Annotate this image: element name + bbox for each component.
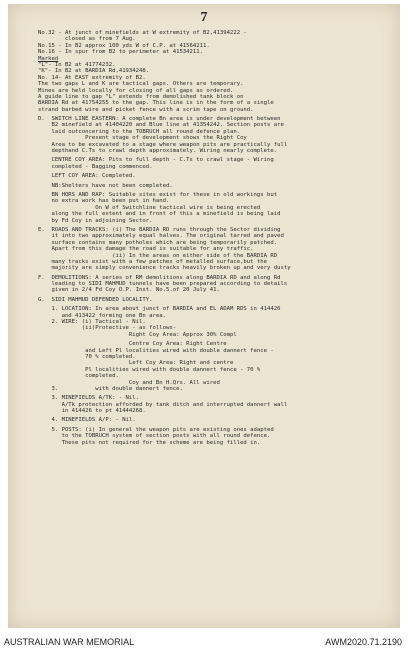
document-line: it into two approximately equal halves. The original tarred and paved (38, 233, 284, 240)
document-line: "K"- In B2 at BARDIA Rd,41934248. (38, 68, 150, 75)
document-line: completed. (38, 373, 119, 380)
document-line: Centre Coy Area: Right Centre (38, 341, 227, 348)
document-line: Marked (38, 55, 59, 62)
document-line: and 413422 forming one Bn area. (38, 312, 166, 319)
document-line: No. 14- At EAST extremity of B2. (38, 74, 146, 81)
document-page (8, 4, 400, 628)
document-line: F. DEMOLITIONS: A series of RM demolitions along BARDIA RD and along Rd (38, 274, 281, 281)
document-line: given in 2/4 Fd Coy O.P. Inst. No.5.of 20 July 41. (38, 287, 220, 294)
document-line: Right Coy Area: Approx 30% Compl (38, 331, 237, 338)
footer-accession-number: AWM2020.71.2190 (325, 637, 402, 647)
document-line: 70 % completed. (38, 353, 136, 360)
document-line: Apart from this damage the road is suitable for any traffic. (38, 246, 254, 253)
document-line: surface contains many potholes which are being temporarily patched. (38, 239, 278, 246)
document-line: G. SIDI MAHMUD DEFENDED LOCALITY. (38, 296, 153, 303)
document-line: "L"- In B2 at 41774232. (38, 61, 116, 68)
document-line: no extra work has been put in hand. (38, 198, 170, 205)
document-line: many tracks exist with a few patches of metalled surface,but the (38, 258, 268, 265)
document-line: depthand C.Ts to crawl depth approximately. Wiring nearly complete. (38, 148, 278, 155)
document-line: 2. WIRE: (i) Tactical - Nil. (38, 319, 146, 326)
document-line: leading to SIDI MAHMUD tunnels have been prepared according to details (38, 281, 288, 288)
document-line: Area to be excavated to a stage where weapon pits are practically full (38, 141, 288, 148)
document-line: (ii) In the areas on either side of the BARDIA RD (38, 252, 278, 259)
document-line: along the full extent and in front of this a minefield is being laid (38, 211, 281, 218)
document-line: A/Tk protection afforded by tank ditch and interrupted dannert wall (38, 401, 288, 408)
page-number: 7 (200, 10, 208, 25)
document-line: 3. MINEFIELDS A/TK: - Nil. (38, 395, 140, 402)
document-line: No.15 - In B2 approx 100 yds W of C.P. at 41564211. (38, 42, 210, 49)
document-line: to the TOBRUCH system of section posts with all round defence. (38, 433, 271, 440)
footer-institution: AUSTRALIAN WAR MEMORIAL (4, 637, 135, 647)
document-line: and Left Pl localities wired with double dannert fence - (38, 347, 274, 354)
document-line: completed - Bagging commenced. (38, 163, 153, 170)
document-line: 5. POSTS: (i) In general the weapon pits are existing ones adapted (38, 426, 274, 433)
document-line: strand barbed wire and picket fence with a scrim tape on ground. (38, 106, 254, 113)
document-line: by Fd Coy in adjoining Sector. (38, 217, 153, 224)
document-line: B2 minefield at 41404220 and Blue line at 41354242. Section posts are (38, 122, 284, 129)
document-line: closed as from 7 Aug. (38, 36, 136, 43)
document-line: E. ROADS AND TRACKS: (i) The BARDIA RD runs through the Sector dividing (38, 226, 281, 233)
document-line: laid outconcering to the TOBRUCH all round defence plan. (38, 128, 241, 135)
document-line: 3. with double dannert fence. (38, 385, 183, 392)
document-line: CENTRE COY AREA: Pits to full depth - C.Ts to crawl stage - Wiring (38, 157, 274, 164)
document-line: 1. LOCATION: In area about junct of BARDIA and EL ADAM RDS in 414426 (38, 306, 281, 313)
document-line: 4. MINEFIELDS A/P: - Nil. (38, 417, 136, 424)
document-line: BN HQRS AND RAP: Suitable sites exist for these in old workings but (38, 191, 278, 198)
document-line: Pl localities wired with double dannert fence - 70 % (38, 366, 261, 373)
document-line: Present stage of development shows the Right Coy (38, 135, 247, 142)
document-line: On W of Switchline tactical wire is being erected (38, 204, 261, 211)
document-line: majority are simply convenience tracks heavily broken up and very dusty (38, 265, 291, 272)
document-line: NB:Shelters have not been completed. (38, 182, 173, 189)
document-line: Mines are held locally for closing of all gaps as ordered. (38, 87, 234, 94)
document-line: LEFT COY AREA: Completed. (38, 173, 136, 180)
document-line: The two gaps L and K are tactical gaps. Others are temporary. (38, 81, 244, 88)
document-line: D. SWITCH LINE EASTERN: A complete Bn area is under development between (38, 116, 281, 123)
footer-bar (0, 629, 408, 653)
document-line: These pits not required for the scheme are being filled in. (38, 439, 261, 446)
document-line: Left Coy Area: Right and centre (38, 360, 234, 367)
document-line: No.32 - At junct of minefields at W extremity of B2,41394222 - (38, 30, 247, 36)
document-line: A guide line to gap "L" extends from demolished tank block on (38, 93, 244, 100)
document-line: BARDIA Rd at 41754255 to the gap. This line is in the form of a single (38, 100, 274, 107)
document-body (38, 30, 394, 446)
document-line: in 414426 to pt 41444268. (38, 408, 146, 415)
document-line: (ii)Protective - as follows- (38, 325, 177, 332)
document-line: Coy and Bn H.Qrs. All wired (38, 379, 220, 386)
document-line: No.16 - In spur from B2 to perimeter at 41534211. (38, 49, 204, 56)
